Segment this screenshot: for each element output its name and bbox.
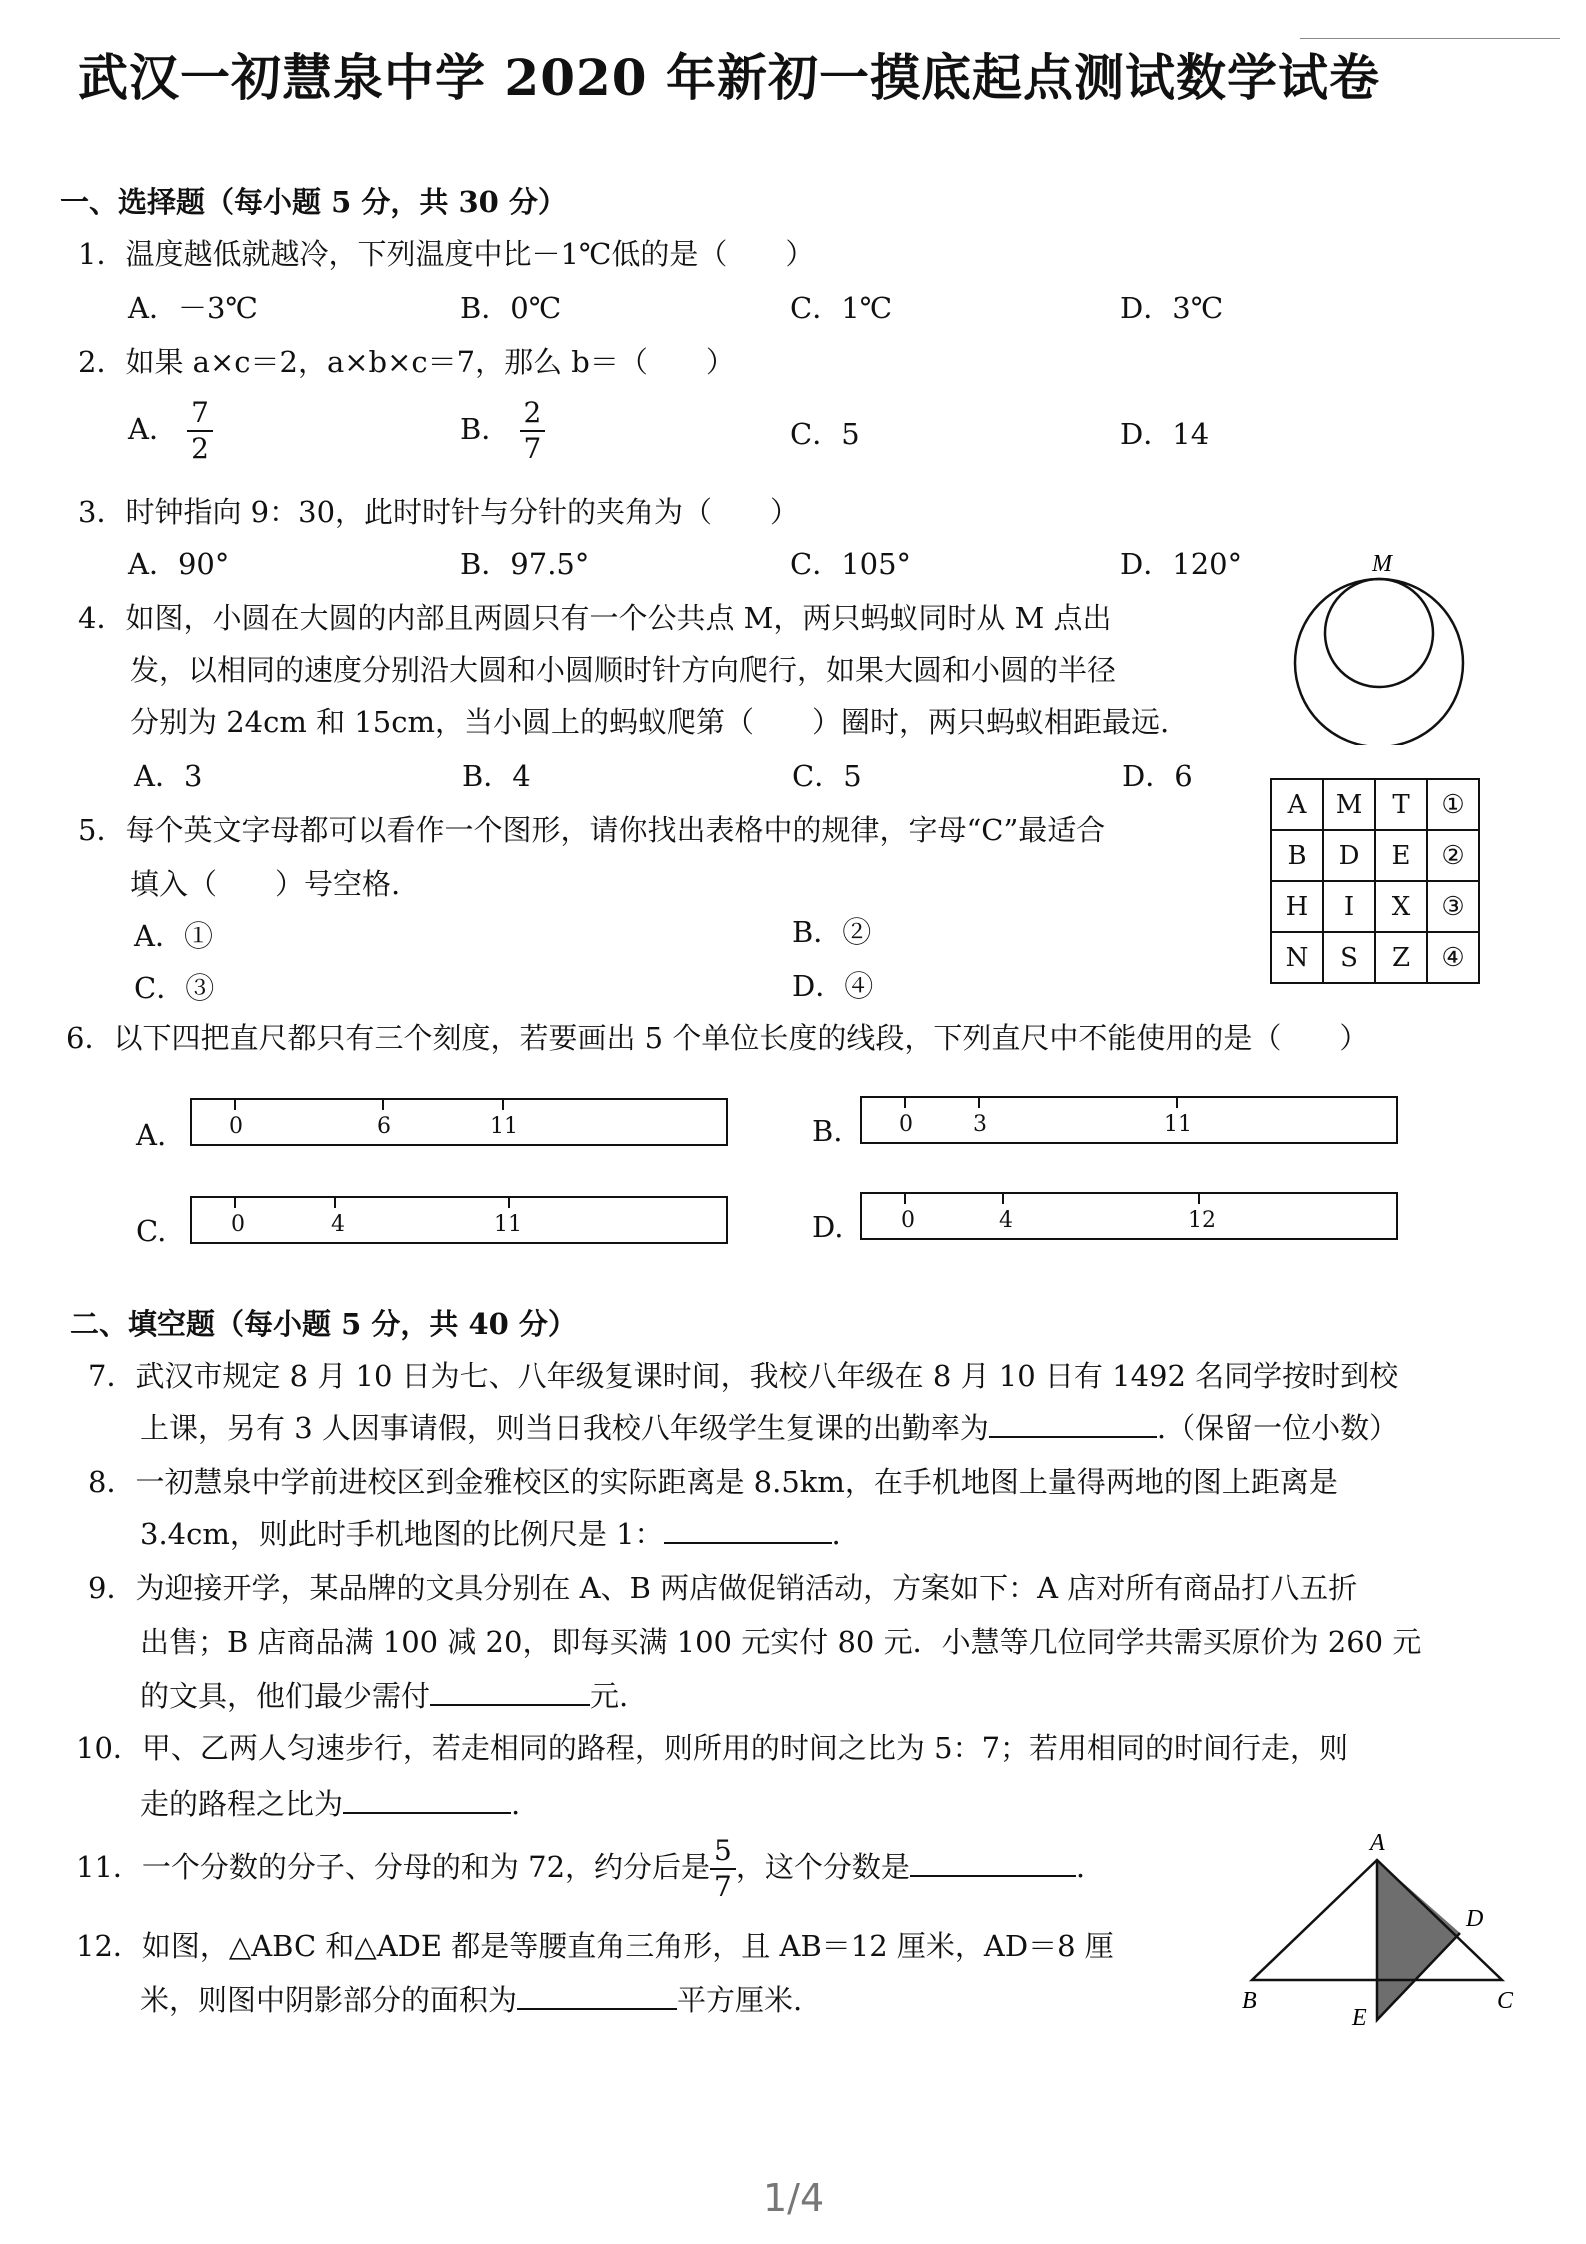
- question-11-text-a: 11．一个分数的分子、分母的和为 72，约分后是: [76, 1850, 711, 1884]
- question-4-line-3: 分别为 24cm 和 15cm，当小圆上的蚂蚁爬第（ ）圈时，两只蚂蚁相距最远.: [130, 705, 1170, 739]
- q3-option-a: A．90°: [128, 547, 230, 581]
- ruler-tick-label: 11: [490, 1114, 518, 1139]
- question-4-line-2: 发，以相同的速度分别沿大圆和小圆顺时针方向爬行，如果大圆和小圆的半径: [130, 653, 1117, 687]
- table-cell: D: [1323, 830, 1375, 881]
- question-11-text-c: .: [1075, 1850, 1086, 1884]
- ruler-tick: [1176, 1098, 1178, 1108]
- ruler-tick: [234, 1198, 236, 1208]
- question-2-text: 2．如果 a×c＝2，a×b×c＝7，那么 b＝（ ）: [78, 345, 735, 379]
- ruler-b: [860, 1096, 1398, 1144]
- question-7-line-2: [140, 1406, 1398, 1447]
- ruler-tick: [334, 1198, 336, 1208]
- q1-option-c: C．1℃: [790, 291, 893, 325]
- ruler-tick-label: 0: [231, 1212, 245, 1237]
- question-10-line-2: [140, 1782, 520, 1823]
- table-cell: M: [1323, 779, 1375, 830]
- ruler-c: [190, 1196, 728, 1244]
- q5-option-d: D．④: [792, 969, 874, 1003]
- q4-option-c: C．5: [792, 759, 862, 793]
- small-circle: [1325, 579, 1433, 687]
- answer-blank[interactable]: [343, 1788, 511, 1814]
- table-cell: I: [1323, 881, 1375, 932]
- q4-option-d: D．6: [1122, 759, 1193, 793]
- q2-option-b-label: B．: [460, 412, 511, 446]
- table-cell: S: [1323, 932, 1375, 983]
- ruler-tick: [1002, 1194, 1004, 1204]
- q4-option-b: B．4: [462, 759, 531, 793]
- fraction-numerator: 2: [520, 396, 546, 432]
- question-12-text-a: 米，则图中阴影部分的面积为: [140, 1983, 518, 2017]
- table-cell: B: [1271, 830, 1323, 881]
- q1-option-b: B．0℃: [460, 291, 562, 325]
- q1-option-a: A．－3℃: [128, 291, 258, 325]
- vertex-a-label: A: [1370, 1830, 1385, 1856]
- table-cell: A: [1271, 779, 1323, 830]
- point-m-label: M: [1372, 551, 1392, 577]
- ruler-a: [190, 1098, 728, 1146]
- letter-pattern-table: [1270, 778, 1480, 984]
- table-cell: H: [1271, 881, 1323, 932]
- ruler-tick-label: 4: [999, 1208, 1013, 1233]
- fraction-numerator: 5: [710, 1834, 736, 1870]
- table-cell: ④: [1427, 932, 1479, 983]
- q3-option-b: B．97.5°: [460, 547, 590, 581]
- question-8-text-b: .: [831, 1517, 841, 1551]
- fraction-denominator: 7: [714, 1870, 732, 1903]
- tangent-circles-figure: [1280, 545, 1480, 745]
- table-cell: ③: [1427, 881, 1479, 932]
- ruler-tick-label: 11: [1164, 1112, 1192, 1137]
- q2-option-d: D．14: [1120, 417, 1210, 451]
- table-cell: Z: [1375, 932, 1427, 983]
- vertex-e-label: E: [1352, 2005, 1367, 2030]
- ruler-tick: [508, 1198, 510, 1208]
- question-12-line-1: 12．如图，△ABC 和△ADE 都是等腰直角三角形，且 AB＝12 厘米，AD＝8 厘: [76, 1929, 1114, 1963]
- question-8-text-a: 3.4cm，则此时手机地图的比例尺是 1：: [140, 1517, 664, 1551]
- ruler-tick: [904, 1194, 906, 1204]
- q6-option-a-label: A.: [136, 1118, 167, 1152]
- table-row: [1271, 932, 1479, 983]
- q11-fraction: [710, 1834, 736, 1904]
- fraction-denominator: 2: [191, 432, 209, 465]
- question-10-text-a: 走的路程之比为: [140, 1787, 344, 1821]
- question-9-text-a: 的文具，他们最少需付: [140, 1679, 431, 1713]
- table-row: [1271, 830, 1479, 881]
- q2-option-b-fraction: [520, 396, 546, 466]
- question-5-line-1: 5．每个英文字母都可以看作一个图形，请你找出表格中的规律，字母“C”最适合: [78, 813, 1106, 847]
- q3-option-d: D．120°: [1120, 547, 1243, 581]
- vertex-b-label: B: [1242, 1988, 1257, 2014]
- q2-option-b: [460, 396, 545, 466]
- section-heading-fill-in: 二、填空题（每小题 5 分，共 40 分）: [70, 1307, 577, 1341]
- fraction-numerator: 7: [187, 396, 213, 432]
- table-cell: N: [1271, 932, 1323, 983]
- question-12-line-2: [140, 1978, 802, 2019]
- question-8-line-1: 8．一初慧泉中学前进校区到金雅校区的实际距离是 8.5km，在手机地图上量得两地的图上距离是: [88, 1465, 1338, 1499]
- ruler-tick: [978, 1098, 980, 1108]
- ruler-tick-label: 3: [973, 1112, 987, 1137]
- q6-option-d-label: D.: [812, 1210, 844, 1244]
- table-cell: E: [1375, 830, 1427, 881]
- q1-option-d: D．3℃: [1120, 291, 1224, 325]
- ruler-tick-label: 11: [494, 1212, 522, 1237]
- question-7-text-b: .（保留一位小数）: [1156, 1411, 1399, 1445]
- question-9-text-b: 元.: [590, 1679, 629, 1713]
- ruler-d: [860, 1192, 1398, 1240]
- ruler-tick-label: 0: [899, 1112, 913, 1137]
- ruler-tick: [904, 1098, 906, 1108]
- answer-blank[interactable]: [664, 1518, 832, 1544]
- table-row: [1271, 779, 1479, 830]
- q6-option-b-label: B.: [812, 1114, 843, 1148]
- q2-option-c: C．5: [790, 417, 860, 451]
- ruler-tick: [502, 1100, 504, 1110]
- q2-option-a-label: A．: [128, 412, 178, 446]
- q6-option-c-label: C.: [136, 1214, 167, 1248]
- answer-blank[interactable]: [430, 1680, 590, 1706]
- vertex-c-label: C: [1497, 1988, 1514, 2014]
- answer-blank[interactable]: [910, 1851, 1076, 1877]
- question-10-text-b: .: [511, 1787, 521, 1821]
- question-7-text-a: 上课，另有 3 人因事请假，则当日我校八年级学生复课的出勤率为: [140, 1411, 989, 1445]
- question-3-text: 3．时钟指向 9：30，此时时针与分针的夹角为（ ）: [78, 495, 800, 529]
- q2-option-a-fraction: [187, 396, 213, 466]
- table-cell: T: [1375, 779, 1427, 830]
- q3-option-c: C．105°: [790, 547, 912, 581]
- question-7-line-1: 7．武汉市规定 8 月 10 日为七、八年级复课时间，我校八年级在 8 月 10 日有 1492 名同学按时到校: [88, 1359, 1399, 1393]
- q2-option-a: [128, 396, 213, 466]
- fraction-denominator: 7: [523, 432, 542, 465]
- question-9-line-1: 9．为迎接开学，某品牌的文具分别在 A、B 两店做促销活动，方案如下：A 店对所有商品打八五折: [88, 1571, 1358, 1605]
- q5-option-b: B．②: [792, 915, 872, 949]
- large-circle: [1295, 579, 1463, 745]
- question-4-line-1: 4．如图，小圆在大圆的内部且两圆只有一个公共点 M，两只蚂蚁同时从 M 点出: [78, 601, 1112, 635]
- question-8-line-2: [140, 1512, 841, 1553]
- question-6-text: 6．以下四把直尺都只有三个刻度，若要画出 5 个单位长度的线段，下列直尺中不能使用的是（ ）: [66, 1021, 1369, 1055]
- question-11: [76, 1834, 1085, 1904]
- ruler-tick: [382, 1100, 384, 1110]
- page-title: 武汉一初慧泉中学 2020 年新初一摸底起点测试数学试卷: [78, 48, 1380, 107]
- q5-option-c: C．③: [134, 971, 215, 1005]
- table-cell: ①: [1427, 779, 1479, 830]
- question-5-line-2: 填入（ ）号空格.: [130, 867, 401, 901]
- table-cell: ②: [1427, 830, 1479, 881]
- top-rule: [1300, 38, 1560, 39]
- q5-option-a: A．①: [134, 919, 213, 953]
- ruler-tick-label: 6: [377, 1114, 391, 1139]
- ruler-tick: [234, 1100, 236, 1110]
- question-1-text: 1．温度越低就越冷，下列温度中比－1℃低的是（ ）: [78, 237, 815, 271]
- question-12-text-b: 平方厘米.: [677, 1983, 803, 2017]
- answer-blank[interactable]: [989, 1412, 1157, 1438]
- question-10-line-1: 10．甲、乙两人匀速步行，若走相同的路程，则所用的时间之比为 5：7；若用相同的时间行走，则: [76, 1731, 1349, 1765]
- page-indicator: 1/4: [763, 2176, 825, 2220]
- ruler-tick-label: 0: [229, 1114, 243, 1139]
- q4-option-a: A．3: [134, 759, 203, 793]
- ruler-tick: [1198, 1194, 1200, 1204]
- ruler-tick-label: 0: [901, 1208, 915, 1233]
- vertex-d-label: D: [1466, 1906, 1484, 1932]
- section-heading-choice: 一、选择题（每小题 5 分，共 30 分）: [60, 185, 567, 219]
- table-cell: X: [1375, 881, 1427, 932]
- question-11-text-b: ，这个分数是: [735, 1850, 910, 1884]
- ruler-tick-label: 4: [331, 1212, 345, 1237]
- table-row: [1271, 881, 1479, 932]
- triangle-figure: [1230, 1810, 1530, 2030]
- question-9-line-2: 出售；B 店商品满 100 减 20，即每买满 100 元实付 80 元．小慧等几位同学共需买原价为 260 元: [140, 1625, 1422, 1659]
- ruler-tick-label: 12: [1188, 1208, 1216, 1233]
- question-9-line-3: [140, 1674, 628, 1715]
- answer-blank[interactable]: [517, 1984, 677, 2010]
- shaded-region: [1377, 1860, 1460, 2020]
